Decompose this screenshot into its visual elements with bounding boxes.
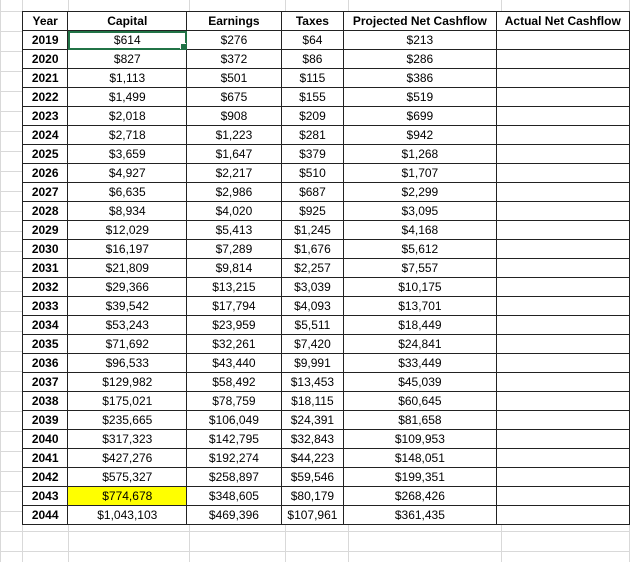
actual-net-cashflow-cell[interactable]: [496, 506, 629, 525]
year-cell[interactable]: 2019: [23, 31, 68, 50]
taxes-cell[interactable]: $1,676: [281, 240, 344, 259]
actual-net-cashflow-cell[interactable]: [496, 335, 629, 354]
earnings-cell[interactable]: $1,647: [187, 145, 281, 164]
earnings-cell[interactable]: $2,986: [187, 183, 281, 202]
earnings-cell[interactable]: $469,396: [187, 506, 281, 525]
header-capital[interactable]: Capital: [68, 12, 187, 31]
table-row: [23, 240, 630, 259]
table-row: [23, 278, 630, 297]
header-taxes[interactable]: Taxes: [281, 12, 344, 31]
table-row: [23, 126, 630, 145]
year-cell[interactable]: 2022: [23, 88, 68, 107]
actual-net-cashflow-cell[interactable]: [496, 69, 629, 88]
actual-net-cashflow-cell[interactable]: [496, 50, 629, 69]
taxes-cell[interactable]: $13,453: [281, 373, 344, 392]
table-row: [23, 487, 630, 506]
capital-cell[interactable]: $4,927: [68, 164, 187, 183]
year-cell[interactable]: 2034: [23, 316, 68, 335]
actual-net-cashflow-cell[interactable]: [496, 240, 629, 259]
earnings-cell[interactable]: $9,814: [187, 259, 281, 278]
table-row: [23, 316, 630, 335]
taxes-cell[interactable]: $3,039: [281, 278, 344, 297]
header-year[interactable]: Year: [23, 12, 68, 31]
taxes-cell[interactable]: $59,546: [281, 468, 344, 487]
taxes-cell[interactable]: $9,991: [281, 354, 344, 373]
table-row: [23, 202, 630, 221]
capital-cell[interactable]: $317,323: [68, 430, 187, 449]
table-row: [23, 468, 630, 487]
taxes-cell[interactable]: $1,245: [281, 221, 344, 240]
earnings-cell[interactable]: $23,959: [187, 316, 281, 335]
taxes-cell[interactable]: $155: [281, 88, 344, 107]
actual-net-cashflow-cell[interactable]: [496, 221, 629, 240]
table-row: [23, 335, 630, 354]
actual-net-cashflow-cell[interactable]: [496, 373, 629, 392]
year-cell[interactable]: 2024: [23, 126, 68, 145]
actual-net-cashflow-cell[interactable]: [496, 392, 629, 411]
fill-handle[interactable]: [180, 43, 187, 50]
year-cell[interactable]: 2043: [23, 487, 68, 506]
year-cell[interactable]: 2026: [23, 164, 68, 183]
taxes-cell[interactable]: $5,511: [281, 316, 344, 335]
projected-net-cashflow-cell[interactable]: $286: [344, 50, 496, 69]
taxes-cell[interactable]: $7,420: [281, 335, 344, 354]
table-row: [23, 392, 630, 411]
year-cell[interactable]: 2028: [23, 202, 68, 221]
table-row: [23, 50, 630, 69]
header-earnings[interactable]: Earnings: [187, 12, 281, 31]
actual-net-cashflow-cell[interactable]: [496, 316, 629, 335]
taxes-cell[interactable]: $510: [281, 164, 344, 183]
table-row: [23, 164, 630, 183]
earnings-cell[interactable]: $348,605: [187, 487, 281, 506]
projected-net-cashflow-cell[interactable]: $519: [344, 88, 496, 107]
actual-net-cashflow-cell[interactable]: [496, 411, 629, 430]
capital-cell[interactable]: $1,113: [68, 69, 187, 88]
year-cell[interactable]: 2036: [23, 354, 68, 373]
actual-net-cashflow-cell[interactable]: [496, 449, 629, 468]
earnings-cell[interactable]: $7,289: [187, 240, 281, 259]
projected-net-cashflow-cell[interactable]: $1,707: [344, 164, 496, 183]
table-row: [23, 430, 630, 449]
year-cell[interactable]: 2039: [23, 411, 68, 430]
taxes-cell[interactable]: $379: [281, 145, 344, 164]
projected-net-cashflow-cell[interactable]: $699: [344, 107, 496, 126]
projected-net-cashflow-cell[interactable]: $4,168: [344, 221, 496, 240]
taxes-cell[interactable]: $64: [281, 31, 344, 50]
capital-cell[interactable]: $1,043,103: [68, 506, 187, 525]
taxes-cell[interactable]: $2,257: [281, 259, 344, 278]
capital-cell[interactable]: $175,021: [68, 392, 187, 411]
earnings-cell[interactable]: $1,223: [187, 126, 281, 145]
actual-net-cashflow-cell[interactable]: [496, 259, 629, 278]
capital-cell[interactable]: $129,982: [68, 373, 187, 392]
taxes-cell[interactable]: $80,179: [281, 487, 344, 506]
capital-cell[interactable]: $427,276: [68, 449, 187, 468]
capital-cell[interactable]: $235,665: [68, 411, 187, 430]
taxes-cell[interactable]: $44,223: [281, 449, 344, 468]
actual-net-cashflow-cell[interactable]: [496, 88, 629, 107]
projected-net-cashflow-cell[interactable]: $213: [344, 31, 496, 50]
capital-cell[interactable]: $39,542: [68, 297, 187, 316]
table-row: [23, 183, 630, 202]
taxes-cell[interactable]: $115: [281, 69, 344, 88]
actual-net-cashflow-cell[interactable]: [496, 430, 629, 449]
earnings-cell[interactable]: $43,440: [187, 354, 281, 373]
projected-net-cashflow-cell[interactable]: $60,645: [344, 392, 496, 411]
projected-net-cashflow-cell[interactable]: $33,449: [344, 354, 496, 373]
cashflow-table: [22, 11, 630, 525]
header-row: [23, 12, 630, 31]
actual-net-cashflow-cell[interactable]: [496, 31, 629, 50]
earnings-cell[interactable]: $13,215: [187, 278, 281, 297]
earnings-cell[interactable]: $32,261: [187, 335, 281, 354]
projected-net-cashflow-cell[interactable]: $386: [344, 69, 496, 88]
taxes-cell[interactable]: $18,115: [281, 392, 344, 411]
year-cell[interactable]: 2021: [23, 69, 68, 88]
capital-cell[interactable]: $2,718: [68, 126, 187, 145]
year-cell[interactable]: 2033: [23, 297, 68, 316]
capital-cell[interactable]: $96,533: [68, 354, 187, 373]
projected-net-cashflow-cell[interactable]: $10,175: [344, 278, 496, 297]
capital-cell[interactable]: $6,635: [68, 183, 187, 202]
taxes-cell[interactable]: $86: [281, 50, 344, 69]
actual-net-cashflow-cell[interactable]: [496, 202, 629, 221]
taxes-cell[interactable]: $925: [281, 202, 344, 221]
table-row: [23, 297, 630, 316]
actual-net-cashflow-cell[interactable]: [496, 487, 629, 506]
table-row: [23, 31, 630, 50]
header-projected-net-cashflow[interactable]: Projected Net Cashflow: [344, 12, 496, 31]
year-cell[interactable]: 2023: [23, 107, 68, 126]
year-cell[interactable]: 2020: [23, 50, 68, 69]
year-cell[interactable]: 2042: [23, 468, 68, 487]
capital-cell[interactable]: $774,678: [68, 487, 187, 506]
table-row: [23, 449, 630, 468]
projected-net-cashflow-cell[interactable]: $361,435: [344, 506, 496, 525]
projected-net-cashflow-cell[interactable]: $1,268: [344, 145, 496, 164]
taxes-cell[interactable]: $24,391: [281, 411, 344, 430]
year-cell[interactable]: 2038: [23, 392, 68, 411]
table-row: [23, 373, 630, 392]
capital-cell[interactable]: $827: [68, 50, 187, 69]
year-cell[interactable]: 2031: [23, 259, 68, 278]
year-cell[interactable]: 2041: [23, 449, 68, 468]
table-row: [23, 221, 630, 240]
projected-net-cashflow-cell[interactable]: $5,612: [344, 240, 496, 259]
actual-net-cashflow-cell[interactable]: [496, 145, 629, 164]
table-row: [23, 107, 630, 126]
taxes-cell[interactable]: $209: [281, 107, 344, 126]
table-row: [23, 69, 630, 88]
capital-cell[interactable]: $16,197: [68, 240, 187, 259]
earnings-cell[interactable]: $142,795: [187, 430, 281, 449]
projected-net-cashflow-cell[interactable]: $7,557: [344, 259, 496, 278]
year-cell[interactable]: 2027: [23, 183, 68, 202]
capital-cell[interactable]: $53,243: [68, 316, 187, 335]
projected-net-cashflow-cell[interactable]: $24,841: [344, 335, 496, 354]
table-row: [23, 88, 630, 107]
capital-cell[interactable]: $8,934: [68, 202, 187, 221]
year-cell[interactable]: 2029: [23, 221, 68, 240]
projected-net-cashflow-cell[interactable]: $268,426: [344, 487, 496, 506]
capital-cell[interactable]: $12,029: [68, 221, 187, 240]
grid-row-line: [0, 551, 630, 552]
actual-net-cashflow-cell[interactable]: [496, 107, 629, 126]
earnings-cell[interactable]: $258,897: [187, 468, 281, 487]
earnings-cell[interactable]: $372: [187, 50, 281, 69]
year-cell[interactable]: 2040: [23, 430, 68, 449]
year-cell[interactable]: 2037: [23, 373, 68, 392]
actual-net-cashflow-cell[interactable]: [496, 164, 629, 183]
projected-net-cashflow-cell[interactable]: $199,351: [344, 468, 496, 487]
capital-cell[interactable]: $1,499: [68, 88, 187, 107]
year-cell[interactable]: 2030: [23, 240, 68, 259]
year-cell[interactable]: 2025: [23, 145, 68, 164]
capital-cell[interactable]: $21,809: [68, 259, 187, 278]
earnings-cell[interactable]: $2,217: [187, 164, 281, 183]
taxes-cell[interactable]: $281: [281, 126, 344, 145]
projected-net-cashflow-cell[interactable]: $81,658: [344, 411, 496, 430]
year-cell[interactable]: 2035: [23, 335, 68, 354]
earnings-cell[interactable]: $908: [187, 107, 281, 126]
capital-cell[interactable]: $2,018: [68, 107, 187, 126]
capital-cell[interactable]: $3,659: [68, 145, 187, 164]
header-actual-net-cashflow[interactable]: Actual Net Cashflow: [496, 12, 629, 31]
earnings-cell[interactable]: $192,274: [187, 449, 281, 468]
earnings-cell[interactable]: $5,413: [187, 221, 281, 240]
taxes-cell[interactable]: $107,961: [281, 506, 344, 525]
taxes-cell[interactable]: $32,843: [281, 430, 344, 449]
year-cell[interactable]: 2044: [23, 506, 68, 525]
actual-net-cashflow-cell[interactable]: [496, 183, 629, 202]
table-row: [23, 145, 630, 164]
table-row: [23, 411, 630, 430]
projected-net-cashflow-cell[interactable]: $148,051: [344, 449, 496, 468]
taxes-cell[interactable]: $687: [281, 183, 344, 202]
capital-cell[interactable]: $71,692: [68, 335, 187, 354]
actual-net-cashflow-cell[interactable]: [496, 297, 629, 316]
capital-cell[interactable]: $614: [68, 31, 187, 50]
actual-net-cashflow-cell[interactable]: [496, 354, 629, 373]
projected-net-cashflow-cell[interactable]: $18,449: [344, 316, 496, 335]
capital-cell[interactable]: $575,327: [68, 468, 187, 487]
year-cell[interactable]: 2032: [23, 278, 68, 297]
grid-column-line: [0, 0, 1, 562]
earnings-cell[interactable]: $675: [187, 88, 281, 107]
earnings-cell[interactable]: $4,020: [187, 202, 281, 221]
actual-net-cashflow-cell[interactable]: [496, 278, 629, 297]
table-row: [23, 506, 630, 525]
projected-net-cashflow-cell[interactable]: $45,039: [344, 373, 496, 392]
table-row: [23, 259, 630, 278]
projected-net-cashflow-cell[interactable]: $3,095: [344, 202, 496, 221]
earnings-cell[interactable]: $58,492: [187, 373, 281, 392]
actual-net-cashflow-cell[interactable]: [496, 126, 629, 145]
capital-cell[interactable]: $29,366: [68, 278, 187, 297]
earnings-cell[interactable]: $78,759: [187, 392, 281, 411]
taxes-cell[interactable]: $4,093: [281, 297, 344, 316]
earnings-cell[interactable]: $17,794: [187, 297, 281, 316]
projected-net-cashflow-cell[interactable]: $2,299: [344, 183, 496, 202]
projected-net-cashflow-cell[interactable]: $942: [344, 126, 496, 145]
actual-net-cashflow-cell[interactable]: [496, 468, 629, 487]
table-row: [23, 354, 630, 373]
grid-row-line: [0, 531, 630, 532]
earnings-cell[interactable]: $106,049: [187, 411, 281, 430]
earnings-cell[interactable]: $276: [187, 31, 281, 50]
projected-net-cashflow-cell[interactable]: $13,701: [344, 297, 496, 316]
earnings-cell[interactable]: $501: [187, 69, 281, 88]
projected-net-cashflow-cell[interactable]: $109,953: [344, 430, 496, 449]
